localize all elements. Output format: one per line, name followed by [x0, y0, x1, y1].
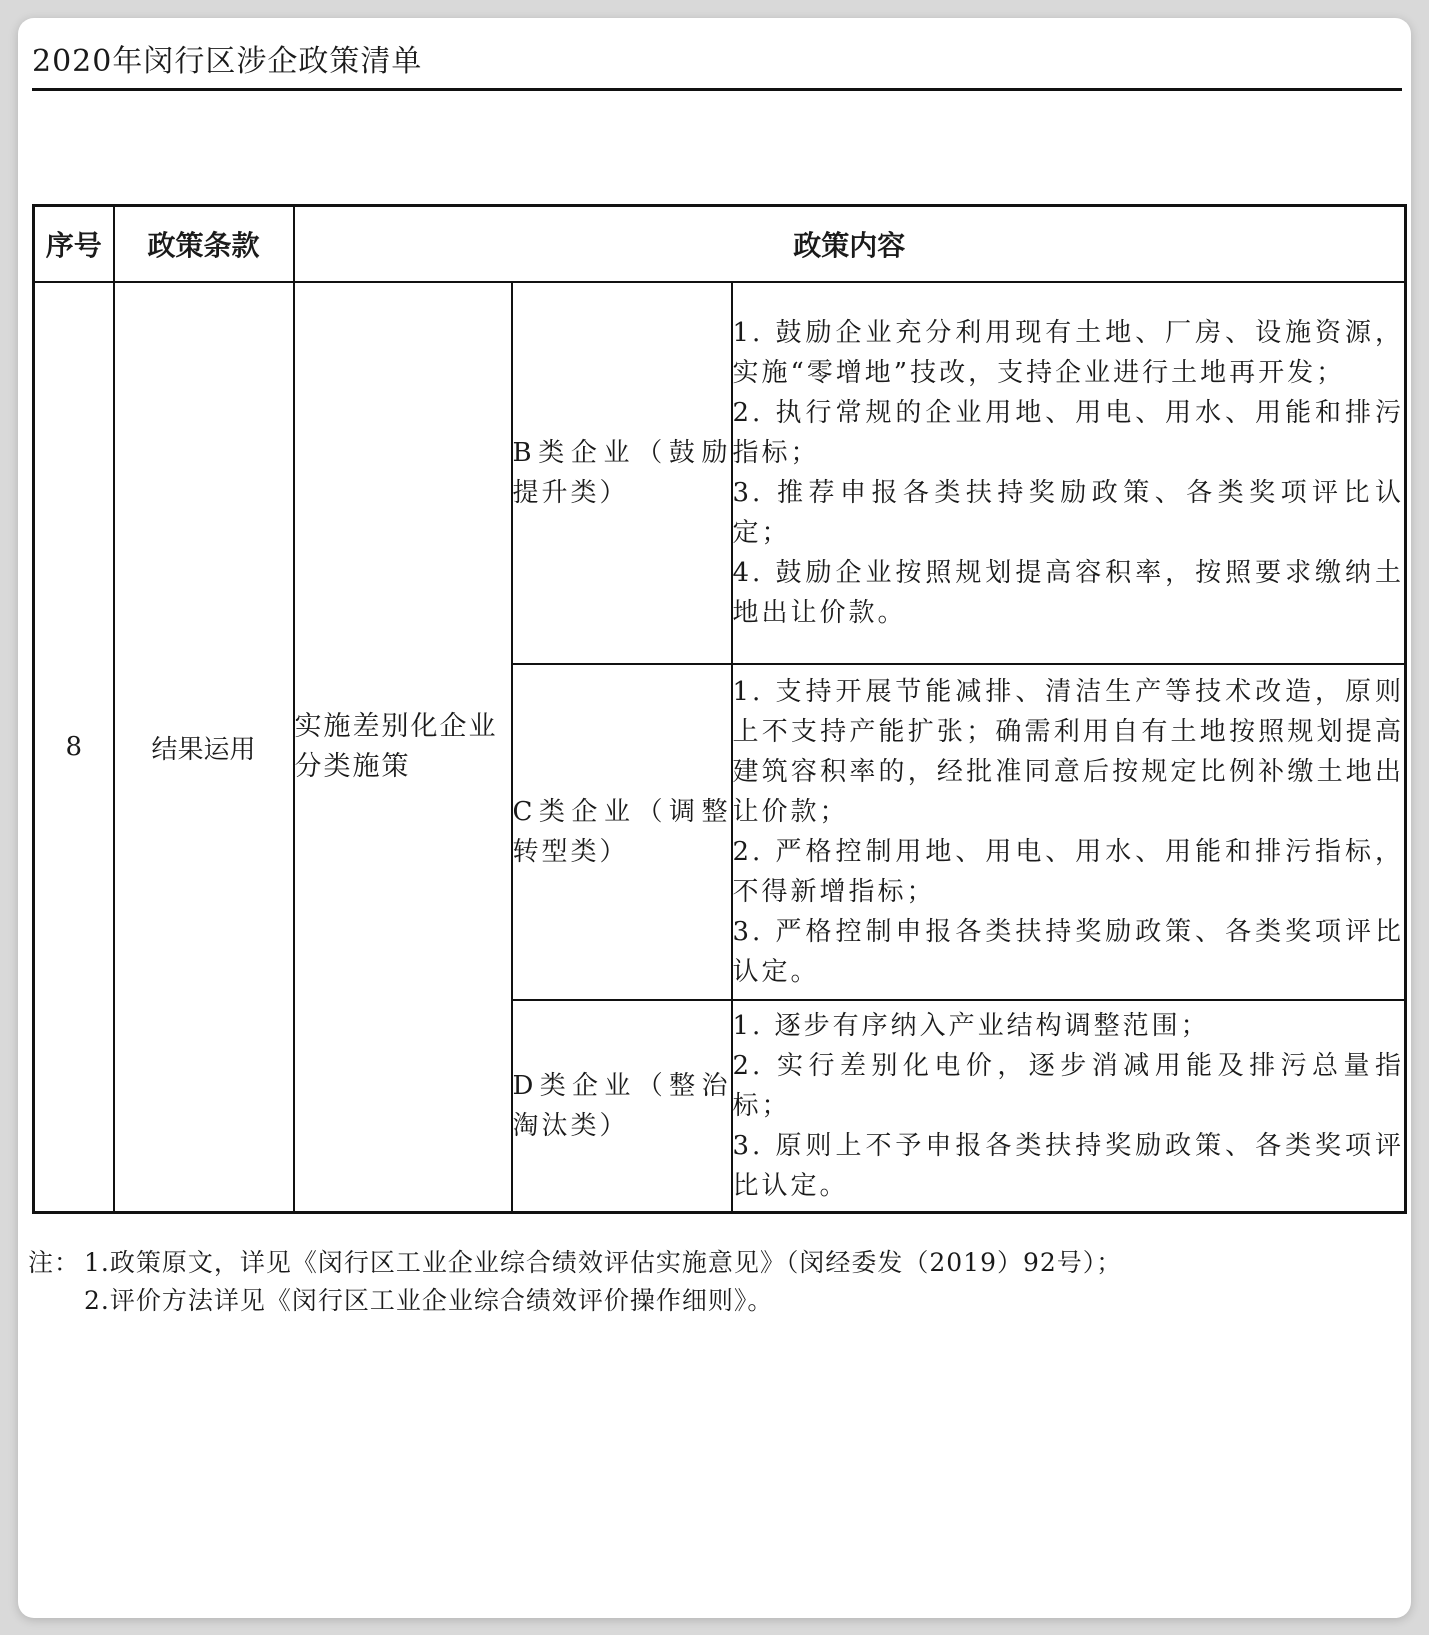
header-content: 政策内容 [294, 206, 1406, 283]
subcategory-label: B类企业（鼓励提升类） [512, 282, 732, 664]
document-title: 2020年闵行区涉企政策清单 [32, 44, 423, 79]
subcategory-content [732, 664, 1406, 1000]
policy-item: 1. 支持开展节能减排、清洁生产等技术改造，原则上不支持产能扩张；确需利用自有土地按照规划提高建筑容积率的，经批准同意后按规定比例补缴土地出让价款； [732, 677, 1404, 827]
footnote-line-2 [28, 1282, 1122, 1320]
title-rule [32, 88, 1402, 91]
table-header-row [34, 206, 1406, 283]
subcategory-label: D类企业（整治淘汰类） [512, 1000, 732, 1213]
subcategory-label: C类企业（调整转型类） [512, 664, 732, 1000]
policy-item: 3. 推荐申报各类扶持奖励政策、各类奖项评比认定； [732, 478, 1404, 548]
document-sheet [18, 18, 1411, 1618]
policy-item: 4. 鼓励企业按照规划提高容积率，按照要求缴纳土地出让价款。 [732, 558, 1404, 628]
row-category: 实施差别化企业分类施策 [294, 282, 512, 1213]
policy-item: 3. 严格控制申报各类扶持奖励政策、各类奖项评比认定。 [732, 917, 1404, 987]
footnotes [28, 1244, 1122, 1320]
table-row [34, 282, 1406, 664]
subcategory-content [732, 1000, 1406, 1213]
header-clause: 政策条款 [114, 206, 294, 283]
policy-item: 1. 鼓励企业充分利用现有土地、厂房、设施资源，实施“零增地”技改，支持企业进行土地再开发； [732, 318, 1404, 388]
footnote-text-1: 1.政策原文，详见《闵行区工业企业综合绩效评估实施意见》（闵经委发（2019）92号）； [84, 1248, 1123, 1277]
header-index: 序号 [34, 206, 114, 283]
policy-item: 3. 原则上不予申报各类扶持奖励政策、各类奖项评比认定。 [732, 1131, 1404, 1201]
policy-item: 2. 执行常规的企业用地、用电、用水、用能和排污指标； [732, 398, 1404, 468]
policy-item: 1. 逐步有序纳入产业结构调整范围； [732, 1011, 1210, 1041]
row-index: 8 [34, 282, 114, 1213]
policy-item: 2. 实行差别化电价，逐步消减用能及排污总量指标； [732, 1051, 1404, 1121]
footnote-lead: 注： [28, 1248, 81, 1277]
footnote-line-1 [28, 1244, 1122, 1282]
policy-item: 2. 严格控制用地、用电、用水、用能和排污指标，不得新增指标； [732, 837, 1404, 907]
policy-table [32, 204, 1407, 1214]
row-clause: 结果运用 [114, 282, 294, 1213]
footnote-text-2: 2.评价方法详见《闵行区工业企业综合绩效评价操作细则》。 [84, 1286, 774, 1315]
subcategory-content [732, 282, 1406, 664]
